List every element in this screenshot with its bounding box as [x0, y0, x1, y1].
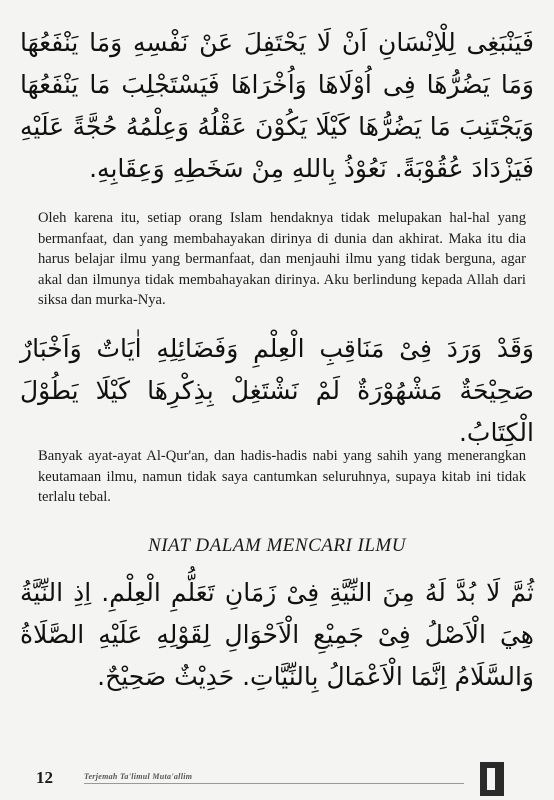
page-number: 12	[36, 768, 53, 787]
arabic-text-block-1: فَيَنْبَغِى لِلْاِنْسَانِ اَنْ لَا يَحْتَفِلَ عَنْ نَفْسِهِ وَمَا يَنْفَعُهَا وَمَا يَضُرُّهَا فِى اُوْلَاهَا وَاُخْرَاهَا فَيَسْتَجْلِبَ مَا يَنْفَعُهَا وَيَجْتَنِبَ مَا يَضُرُّهَا كَيْلَا يَكُوْنَ عَقْلُهُ وَعِلْمُهُ حُجَّةً عَلَيْهِ فَيَزْدَادَ عُقُوْبَةً. نَعُوْذُ بِاللهِ مِنْ سَخَطِهِ وَعِقَابِهِ.	[20, 28, 534, 183]
publisher-logo-icon	[480, 762, 504, 796]
translation-paragraph-1: Oleh karena itu, setiap orang Islam hendaknya tidak melupakan hal-hal yang bermanfaat, dan yang membahayakan dirinya di dunia dan akhirat. Maka itu dia harus belajar ilmu yang bermanfaat, dan menjauhi ilmu yang tidak berguna, agar akal dan ilmunya tidak membahayakan dirinya. Aku berlindung kepada Allah dari siksa dan murka-Nya.	[38, 210, 526, 308]
footer-divider	[84, 783, 464, 784]
arabic-text-block-2: وَقَدْ وَرَدَ فِىْ مَنَاقِبِ الْعِلْمِ وَفَضَائِلِهِ اٰيَاتٌ وَاَخْبَارٌ صَحِيْحَةٌ مَشْهُوْرَةٌ لَمْ نَشْتَغِلْ بِذِكْرِهَا كَيْلَا يَطُوْلَ الْكِتَابُ.	[20, 334, 534, 447]
arabic-text-block-3: ثُمَّ لَا بُدَّ لَهُ مِنَ النِّيَّةِ فِىْ زَمَانِ تَعَلُّمِ الْعِلْمِ. اِذِ النِّيَّةُ هِيَ الْاَصْلُ فِىْ جَمِيْعِ الْاَحْوَالِ لِقَوْلِهِ عَلَيْهِ الصَّلَاةُ وَالسَّلَامُ اِنَّمَا الْاَعْمَالُ بِالنِّيَّاتِ. حَدِيْثٌ صَحِيْحٌ.	[20, 578, 534, 691]
translation-paragraph-2: Banyak ayat-ayat Al-Qur'an, dan hadis-hadis nabi yang sahih yang menerangkan keutamaan ilmu, namun tidak saya cantumkan seluruhnya, supaya kitab ini tidak terlalu tebal.	[38, 448, 526, 505]
running-title: Terjemah Ta'limul Muta'allim	[84, 772, 193, 781]
page-footer	[0, 762, 554, 800]
section-heading: NIAT DALAM MENCARI ILMU	[148, 535, 406, 556]
